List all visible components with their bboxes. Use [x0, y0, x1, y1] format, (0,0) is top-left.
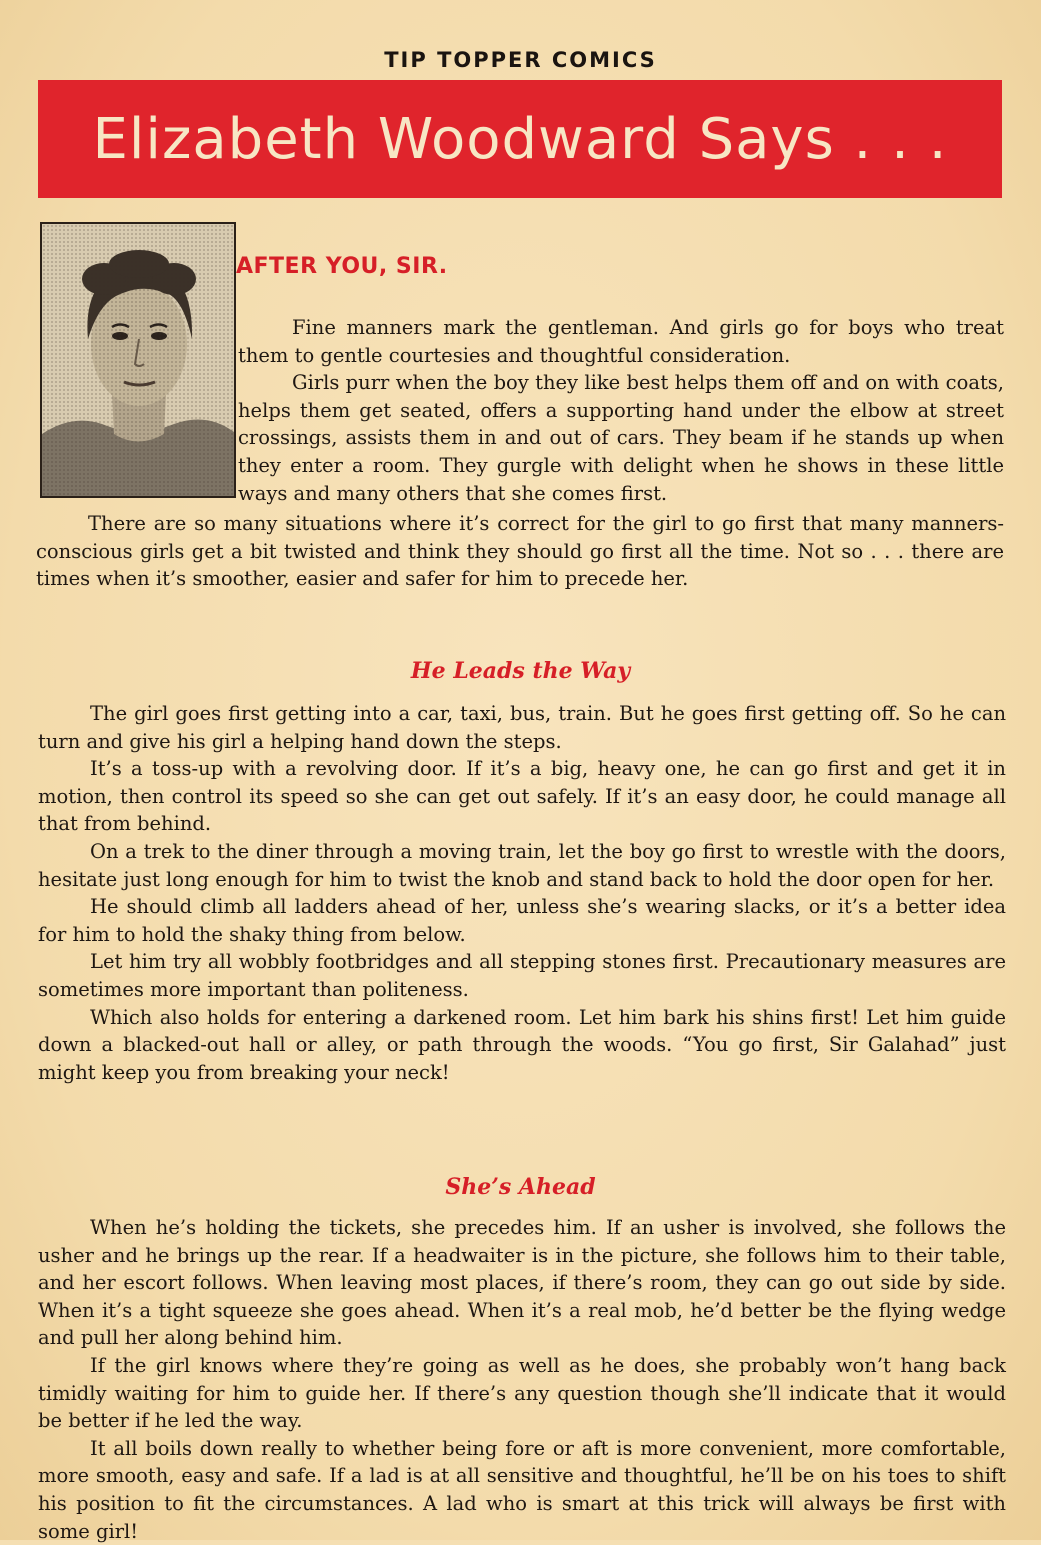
paragraph: It’s a toss-up with a revolving door. If it’s a big, heavy one, he can go first and get it in motion, then control its speed so she can get out safely. If it’s an easy door, he could manage all that from behind.	[38, 757, 1006, 836]
intro-text-beside-photo	[238, 314, 1004, 507]
paragraph: On a trek to the diner through a moving train, let the boy go first to wrestle with the doors, hesitate just long enough for him to twist the knob and stand back to hold the door open for her.	[38, 839, 1006, 891]
paragraph: Fine manners mark the gentleman. And girls go for boys who treat them to gentle courtesies and thoughtful consideration.	[238, 316, 1004, 367]
paragraph: Girls purr when the boy they like best helps them off and on with coats, helps them get seated, offers a supporting hand under the elbow at street crossings, assists them in and out of cars. They beam if he stands up when they enter a room. They gurgle with delight when he shows in these little ways and many others that she comes first.	[238, 371, 1004, 505]
paragraph: Let him try all wobbly footbridges and all stepping stones first. Precautionary measures are sometimes more important than politeness.	[38, 950, 1006, 1001]
column-title: Elizabeth Woodward Says . . .	[92, 106, 948, 172]
paragraph: There are so many situations where it’s correct for the girl to go first that many manners-conscious girls get a bit twisted and think they should go first all the time. Not so . . . there are times when it’s smoother, easier and safer for him to precede her.	[36, 512, 1004, 591]
paragraph: If the girl knows where they’re going as well as he does, she probably won’t hang back timidly waiting for him to guide her. If there’s any question though she’ll indicate that it would be better if he led the way.	[38, 1353, 1006, 1433]
heading-shes-ahead: She’s Ahead	[445, 1174, 596, 1200]
heading-he-leads-the-way: He Leads the Way	[410, 658, 631, 684]
paragraph: He should climb all ladders ahead of her, unless she’s wearing slacks, or it’s a better idea for him to hold the shaky thing from below.	[38, 895, 1006, 946]
heading-after-you-sir: AFTER YOU, SIR.	[236, 254, 448, 279]
paragraph: When he’s holding the tickets, she precedes him. If an usher is involved, she follows the usher and he brings up the rear. If a headwaiter is in the picture, she follows him to their table, and her escort follows. When leaving most places, if there’s room, they can go out side by side. When it’s a tight squeeze she goes ahead. When it’s a real mob, he’d better be the flying wedge and pull her along behind him.	[38, 1216, 1006, 1350]
he-leads-the-way-text	[38, 700, 1006, 1086]
paragraph: Which also holds for entering a darkened room. Let him bark his shins first! Let him guide down a blacked-out hall or alley, or path through the woods. “You go first, Sir Galahad” just might keep you from breaking your neck!	[38, 1005, 1006, 1084]
paragraph: It all boils down really to whether being fore or aft is more convenient, more comfortable, more smooth, easy and safe. If a lad is at all sensitive and thoughtful, he’ll be on his toes to shift his position to fit the circumstances. A lad who is smart at this trick will always be first with some girl!	[38, 1436, 1006, 1543]
shes-ahead-text	[38, 1214, 1006, 1545]
portrait-illustration	[42, 224, 234, 496]
paragraph: The girl goes first getting into a car, taxi, bus, train. But he goes first getting off. So he can turn and give his girl a helping hand down the steps.	[38, 702, 1006, 753]
author-portrait-photo	[40, 222, 236, 498]
column-title-banner	[38, 80, 1002, 198]
magazine-masthead: TIP TOPPER COMICS	[384, 48, 657, 72]
intro-text-full-width	[36, 510, 1004, 593]
